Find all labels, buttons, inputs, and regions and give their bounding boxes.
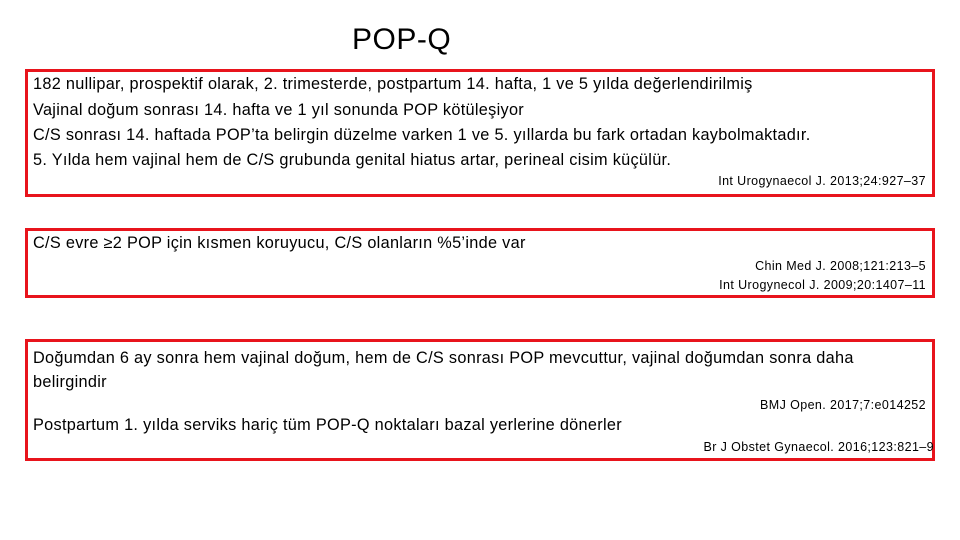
summary-line-4: 5. Yılda hem vajinal hem de C/S grubunda genital hiatus artar, perineal cisim küçülür. [33, 151, 672, 169]
postpartum-line-2: belirgindir [33, 373, 107, 391]
summary-line-1: 182 nullipar, prospektif olarak, 2. trimesterde, postpartum 14. hafta, 1 ve 5 yılda değerlendirilmiş [33, 75, 753, 93]
reference-bmj-open: BMJ Open. 2017;7:e014252 [760, 398, 926, 412]
slide-title: POP-Q [352, 23, 452, 56]
postpartum-line-1: Doğumdan 6 ay sonra hem vajinal doğum, hem de C/S sonrası POP mevcuttur, vajinal doğumdan sonra daha [33, 349, 854, 367]
reference-intl-urogynaecol-2013: Int Urogynaecol J. 2013;24:927–37 [718, 174, 926, 188]
reference-br-j-obstet: Br J Obstet Gynaecol. 2016;123:821–9 [703, 440, 934, 454]
cs-protection-text: C/S evre ≥2 POP için kısmen koruyucu, C/S olanların %5’inde var [33, 234, 526, 252]
reference-chin-med-j: Chin Med J. 2008;121:213–5 [755, 259, 926, 273]
summary-line-3: C/S sonrası 14. haftada POP’ta belirgin düzelme varken 1 ve 5. yıllarda bu fark ortadan kaybolmaktadır. [33, 126, 811, 144]
reference-int-urogynecol-2009: Int Urogynecol J. 2009;20:1407–11 [719, 278, 926, 292]
postpartum-cervix-text: Postpartum 1. yılda serviks hariç tüm POP-Q noktaları bazal yerlerine dönerler [33, 416, 622, 434]
summary-line-2: Vajinal doğum sonrası 14. hafta ve 1 yıl sonunda POP kötüleşiyor [33, 101, 525, 119]
